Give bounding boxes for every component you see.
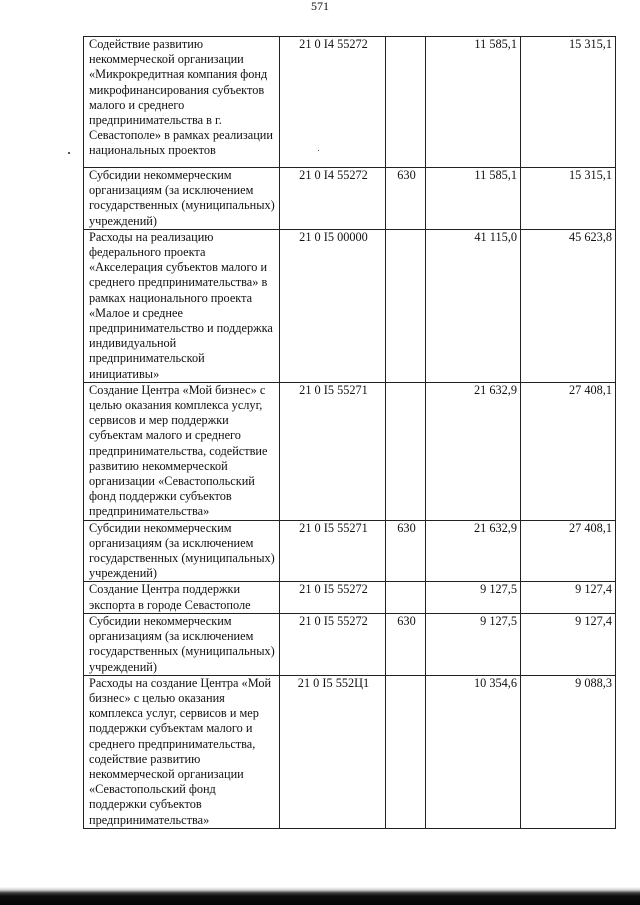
row-code: 21 0 I4 55272 — [280, 168, 386, 230]
row-name: Субсидии некоммерческим организациям (за исключением государственных (муниципальных) учреждений) — [84, 613, 280, 675]
row-code: 21 0 I5 552Ц1 — [280, 675, 386, 828]
row-value-2: 27 408,1 — [521, 382, 616, 520]
row-name: Содействие развитию некоммерческой организации «Микрокредитная компания фонд микрофинансирования субъектов малого и среднего предпринимательства в г. Севастополе» в рамках реализации национальных проектов — [84, 37, 280, 168]
row-kvr — [386, 675, 426, 828]
row-value-1: 11 585,1 — [426, 37, 521, 168]
row-code: 21 0 I5 55272 — [280, 613, 386, 675]
row-value-1: 41 115,0 — [426, 229, 521, 382]
row-kvr — [386, 229, 426, 382]
table-row — [84, 37, 616, 168]
row-code: 21 0 I5 55271 — [280, 520, 386, 582]
row-code: 21 0 I5 55271 — [280, 382, 386, 520]
row-kvr: 630 — [386, 520, 426, 582]
row-name: Расходы на реализацию федерального проекта «Акселерация субъектов малого и среднего предпринимательства» в рамках национального проекта «Малое и среднее предпринимательство и поддержка индивидуальной предпринимательской инициативы» — [84, 229, 280, 382]
row-value-1: 9 127,5 — [426, 582, 521, 613]
row-value-2: 9 127,4 — [521, 582, 616, 613]
row-value-2: 9 127,4 — [521, 613, 616, 675]
table-row — [84, 675, 616, 828]
row-kvr — [386, 37, 426, 168]
row-value-2: 15 315,1 — [521, 37, 616, 168]
row-kvr — [386, 582, 426, 613]
row-value-1: 9 127,5 — [426, 613, 521, 675]
table-row — [84, 613, 616, 675]
row-value-1: 21 632,9 — [426, 382, 521, 520]
row-value-2: 15 315,1 — [521, 168, 616, 230]
scan-bottom-edge — [0, 887, 640, 905]
row-value-1: 10 354,6 — [426, 675, 521, 828]
row-code: 21 0 I5 55272 — [280, 582, 386, 613]
row-name: Субсидии некоммерческим организациям (за исключением государственных (муниципальных) учреждений) — [84, 520, 280, 582]
row-code: 21 0 I4 55272 — [280, 37, 386, 168]
row-code: 21 0 I5 00000 — [280, 229, 386, 382]
page-number: 571 — [311, 0, 329, 13]
row-name: Субсидии некоммерческим организациям (за исключением государственных (муниципальных) учреждений) — [84, 168, 280, 230]
table-row — [84, 520, 616, 582]
row-kvr — [386, 382, 426, 520]
scan-speck — [318, 150, 319, 151]
row-name: Создание Центра «Мой бизнес» с целью оказания комплекса услуг, сервисов и мер поддержки субъектам малого и среднего предпринимательства, содействие развитию некоммерческой организации «Севастопольский фонд поддержки субъектов предпринимательства» — [84, 382, 280, 520]
row-kvr: 630 — [386, 168, 426, 230]
budget-table — [83, 36, 616, 829]
row-value-2: 27 408,1 — [521, 520, 616, 582]
row-kvr: 630 — [386, 613, 426, 675]
scan-speck — [68, 152, 70, 154]
table-row — [84, 229, 616, 382]
row-name: Создание Центра поддержки экспорта в городе Севастополе — [84, 582, 280, 613]
row-name: Расходы на создание Центра «Мой бизнес» с целью оказания комплекса услуг, сервисов и мер поддержки субъектам малого и среднего предпринимательства, содействие развитию некоммерческой организации «Севастопольский фонд поддержки субъектов предпринимательства» — [84, 675, 280, 828]
row-value-2: 9 088,3 — [521, 675, 616, 828]
table-row — [84, 582, 616, 613]
row-value-1: 11 585,1 — [426, 168, 521, 230]
table-row — [84, 382, 616, 520]
row-value-1: 21 632,9 — [426, 520, 521, 582]
row-value-2: 45 623,8 — [521, 229, 616, 382]
table-row — [84, 168, 616, 230]
